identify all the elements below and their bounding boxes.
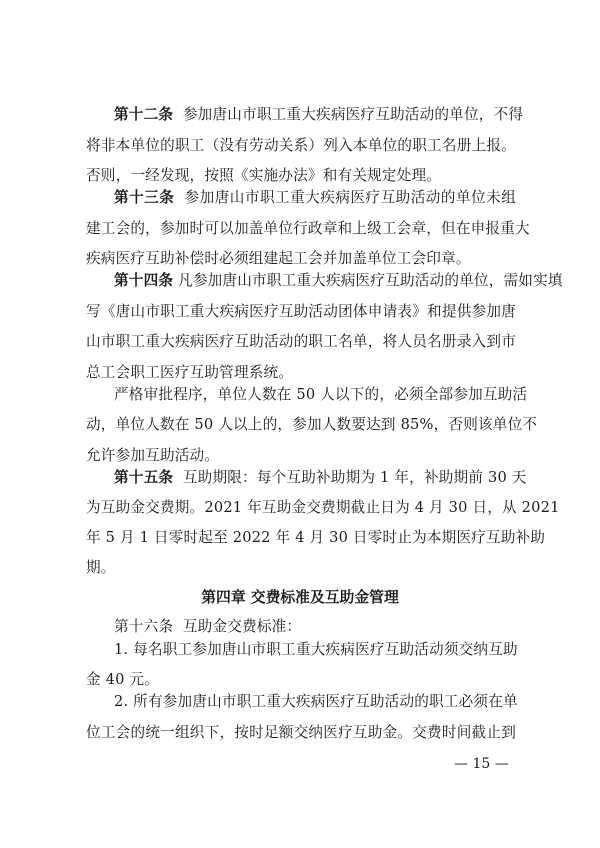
article-12-line-2: 将非本单位的职工（没有劳动关系）列入本单位的职工名册上报。 [86, 137, 516, 154]
article-14-line-1: 第十四条 凡参加唐山市职工重大疾病医疗互助活动的单位，需如实填 [114, 272, 563, 289]
article-13-line-3: 疾病医疗互助补偿时必须组建起工会并加盖单位工会印章。 [86, 250, 471, 267]
article-16-line-1: 第十六条 互助金交费标准： [114, 618, 302, 635]
article-14-line-4: 总工会职工医疗互助管理系统。 [86, 364, 294, 381]
article-16-item-1-line-1: 1. 每名职工参加唐山市职工重大疾病医疗互助活动须交纳互助 [114, 641, 518, 658]
article-16-item-2-line-2: 位工会的统一组织下，按时足额交纳医疗互助金。交费时间截止到 [86, 724, 516, 741]
article-13-label: 第十三条 [114, 189, 175, 206]
article-14-line-3: 山市职工重大疾病医疗互助活动的职工名单，将人员名册录入到市 [86, 333, 516, 350]
page-number: — 15 — [454, 756, 509, 772]
article-14-label: 第十四条 [114, 272, 174, 289]
article-15-line-1: 第十五条 互助期限：每个互助补助期为 1 年，补助期前 30 天 [114, 469, 527, 486]
article-12-line-1: 第十二条 参加唐山市职工重大疾病医疗互助活动的单位，不得 [114, 106, 524, 123]
article-12-label: 第十二条 [114, 106, 174, 123]
article-16-item-2-line-1: 2. 所有参加唐山市职工重大疾病医疗互助活动的职工必须在单 [114, 693, 518, 710]
article-14-para2-line-2: 动，单位人数在 50 人以上的，参加人数要达到 85%，否则该单位不 [86, 416, 538, 433]
article-12-line-3: 否则，一经发现，按照《实施办法》和有关规定处理。 [86, 167, 442, 184]
article-16-label: 第十六条 [114, 618, 174, 635]
article-13-line-1: 第十三条 参加唐山市职工重大疾病医疗互助活动的单位未组 [114, 189, 516, 206]
article-15-line-4: 期。 [86, 559, 116, 576]
chapter-title: 第四章 交费标准及互助金管理 [201, 589, 399, 606]
article-14-para2-line-1: 严格审批程序，单位人数在 50 人以下的，必须全部参加互助活 [114, 386, 528, 403]
article-14-line-2: 写《唐山市职工重大疾病医疗互助活动团体申请表》和提供参加唐 [86, 303, 516, 320]
article-14-para2-line-3: 允许参加互助活动。 [86, 447, 220, 464]
article-15-line-2: 为互助金交费期。2021 年互助金交费期截止日为 4 月 30 日，从 2021 [86, 499, 560, 516]
article-13-line-2: 建工会的，参加时可以加盖单位行政章和上级工会章，但在申报重大 [86, 220, 530, 237]
article-15-label: 第十五条 [114, 469, 174, 486]
article-15-line-3: 年 5 月 1 日零时起至 2022 年 4 月 30 日零时止为本期医疗互助补助 [86, 529, 546, 546]
article-16-item-1-line-2: 金 40 元。 [86, 671, 160, 688]
